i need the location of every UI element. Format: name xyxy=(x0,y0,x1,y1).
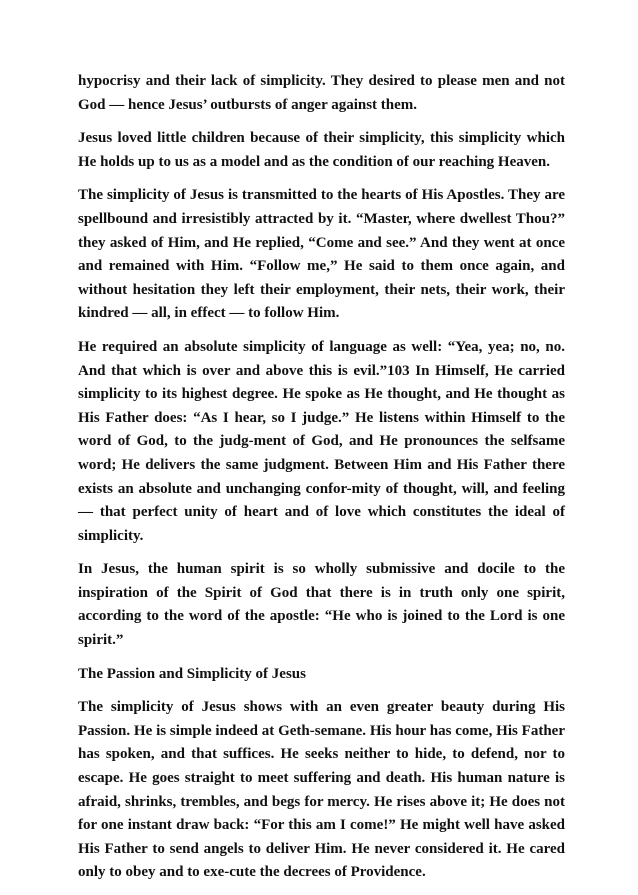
paragraph-human-spirit: In Jesus, the human spirit is so wholly submissive and docile to the inspiration of the Spirit of God that there is in truth only one spirit, according to the word of the apostle: “He who is joined to the Lord is one spirit.” xyxy=(78,561,565,649)
document-page xyxy=(78,70,565,895)
section-heading: The Passion and Simplicity of Jesus xyxy=(78,665,306,682)
paragraph-hypocrisy: hypocrisy and their lack of simplicity. They desired to please men and not God — hence Jesus’ outbursts of anger against them. xyxy=(78,73,565,113)
paragraph-apostles: The simplicity of Jesus is transmitted to the hearts of His Apostles. They are spellbound and irresistibly attracted by it. “Master, where dwellest Thou?” they asked of Him, and He replied, “Come and see.” And they went at once and remained with Him. “Follow me,” He said to them once again, and without hesitation they left their employment, their nets, their work, their kindred — all, in effect — to follow Him. xyxy=(78,187,565,322)
paragraph-passion: The simplicity of Jesus shows with an even greater beauty during His Passion. He is simple indeed at Geth-semane. His hour has come, His Father has spoken, and that suffices. He seeks neither to hide, to defend, nor to escape. He goes straight to meet suffering and death. His human nature is afraid, shrinks, trembles, and begs for mercy. He rises above it; He does not for one instant draw back: “For this am I come!” He might well have asked His Father to send angels to deliver Him. He never considered it. He cared only to obey and to exe-cute the decrees of Providence. xyxy=(78,699,565,881)
paragraph-simplicity-of-language: He required an absolute simplicity of language as well: “Yea, yea; no, no. And that which is over and above this is evil.”103 In Himself, He carried simplicity to its highest degree. He spoke as He thought, and He thought as His Father does: “As I hear, so I judge.” He listens within Himself to the word of God, to the judg-ment of God, and He pronounces the selfsame word; He delivers the same judgment. Between Him and His Father there exists an absolute and unchanging confor-mity of thought, will, and feeling — that perfect unity of heart and of love which constitutes the ideal of simplicity. xyxy=(78,338,565,544)
paragraph-little-children: Jesus loved little children because of their simplicity, this simplicity which He holds up to us as a model and as the condition of our reaching Heaven. xyxy=(78,130,565,170)
